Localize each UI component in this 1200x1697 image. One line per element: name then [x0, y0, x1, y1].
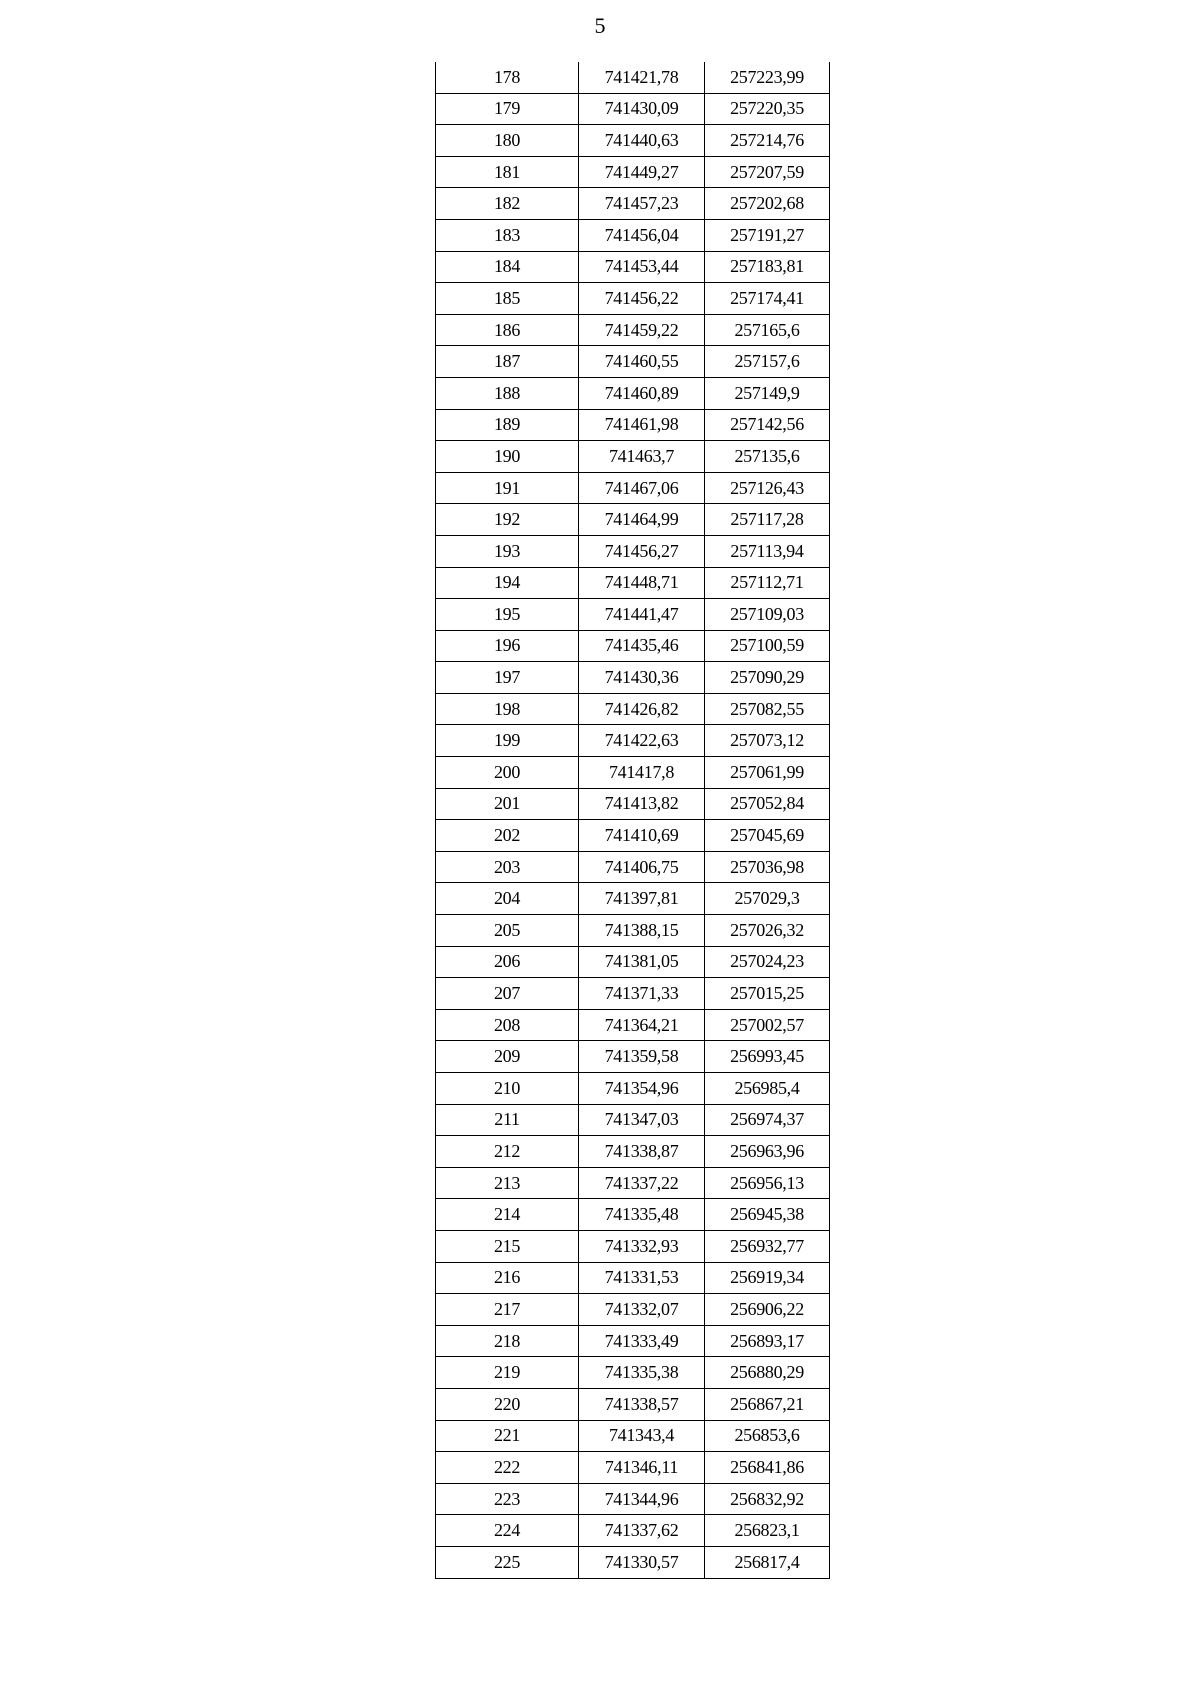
point-number-cell: 199 [436, 725, 579, 757]
point-number-cell: 222 [436, 1452, 579, 1484]
x-coordinate-cell: 741354,96 [579, 1073, 705, 1105]
table-row [436, 1515, 830, 1547]
y-coordinate-cell: 257117,28 [705, 504, 830, 536]
point-number-cell: 212 [436, 1136, 579, 1168]
x-coordinate-cell: 741381,05 [579, 946, 705, 978]
point-number-cell: 198 [436, 693, 579, 725]
y-coordinate-cell: 257015,25 [705, 978, 830, 1010]
table-row [436, 757, 830, 789]
table-row [436, 1357, 830, 1389]
x-coordinate-cell: 741338,87 [579, 1136, 705, 1168]
point-number-cell: 180 [436, 125, 579, 157]
x-coordinate-cell: 741333,49 [579, 1325, 705, 1357]
table-row [436, 883, 830, 915]
point-number-cell: 220 [436, 1388, 579, 1420]
x-coordinate-cell: 741449,27 [579, 156, 705, 188]
x-coordinate-cell: 741461,98 [579, 409, 705, 441]
x-coordinate-cell: 741453,44 [579, 251, 705, 283]
point-number-cell: 202 [436, 820, 579, 852]
table-row [436, 1546, 830, 1578]
point-number-cell: 191 [436, 472, 579, 504]
x-coordinate-cell: 741332,07 [579, 1294, 705, 1326]
y-coordinate-cell: 257149,9 [705, 377, 830, 409]
x-coordinate-cell: 741344,96 [579, 1483, 705, 1515]
point-number-cell: 206 [436, 946, 579, 978]
point-number-cell: 201 [436, 788, 579, 820]
x-coordinate-cell: 741364,21 [579, 1009, 705, 1041]
point-number-cell: 211 [436, 1104, 579, 1136]
point-number-cell: 210 [436, 1073, 579, 1105]
table-row [436, 630, 830, 662]
y-coordinate-cell: 257126,43 [705, 472, 830, 504]
y-coordinate-cell: 256945,38 [705, 1199, 830, 1231]
table-row [436, 1104, 830, 1136]
point-number-cell: 196 [436, 630, 579, 662]
point-number-cell: 213 [436, 1167, 579, 1199]
table-row [436, 156, 830, 188]
point-number-cell: 187 [436, 346, 579, 378]
y-coordinate-cell: 257142,56 [705, 409, 830, 441]
x-coordinate-cell: 741371,33 [579, 978, 705, 1010]
y-coordinate-cell: 257113,94 [705, 535, 830, 567]
point-number-cell: 223 [436, 1483, 579, 1515]
point-number-cell: 207 [436, 978, 579, 1010]
x-coordinate-cell: 741330,57 [579, 1546, 705, 1578]
y-coordinate-cell: 256853,6 [705, 1420, 830, 1452]
table-row [436, 62, 830, 93]
table-row [436, 504, 830, 536]
y-coordinate-cell: 256906,22 [705, 1294, 830, 1326]
y-coordinate-cell: 256932,77 [705, 1230, 830, 1262]
x-coordinate-cell: 741343,4 [579, 1420, 705, 1452]
y-coordinate-cell: 257223,99 [705, 62, 830, 93]
table-row [436, 567, 830, 599]
point-number-cell: 192 [436, 504, 579, 536]
table-row [436, 441, 830, 473]
y-coordinate-cell: 257045,69 [705, 820, 830, 852]
table-row [436, 1167, 830, 1199]
table-row [436, 1262, 830, 1294]
point-number-cell: 181 [436, 156, 579, 188]
x-coordinate-cell: 741332,93 [579, 1230, 705, 1262]
y-coordinate-cell: 257202,68 [705, 188, 830, 220]
y-coordinate-cell: 257029,3 [705, 883, 830, 915]
x-coordinate-cell: 741335,38 [579, 1357, 705, 1389]
point-number-cell: 208 [436, 1009, 579, 1041]
y-coordinate-cell: 256974,37 [705, 1104, 830, 1136]
table-row [436, 188, 830, 220]
table-row [436, 1294, 830, 1326]
point-number-cell: 190 [436, 441, 579, 473]
x-coordinate-cell: 741440,63 [579, 125, 705, 157]
x-coordinate-cell: 741435,46 [579, 630, 705, 662]
point-number-cell: 203 [436, 851, 579, 883]
x-coordinate-cell: 741460,89 [579, 377, 705, 409]
coordinates-table [435, 62, 830, 1579]
x-coordinate-cell: 741441,47 [579, 599, 705, 631]
y-coordinate-cell: 256985,4 [705, 1073, 830, 1105]
x-coordinate-cell: 741346,11 [579, 1452, 705, 1484]
y-coordinate-cell: 257183,81 [705, 251, 830, 283]
table-row [436, 946, 830, 978]
y-coordinate-cell: 257112,71 [705, 567, 830, 599]
x-coordinate-cell: 741464,99 [579, 504, 705, 536]
x-coordinate-cell: 741359,58 [579, 1041, 705, 1073]
x-coordinate-cell: 741347,03 [579, 1104, 705, 1136]
table-row [436, 1041, 830, 1073]
point-number-cell: 221 [436, 1420, 579, 1452]
y-coordinate-cell: 257135,6 [705, 441, 830, 473]
y-coordinate-cell: 257174,41 [705, 283, 830, 315]
point-number-cell: 193 [436, 535, 579, 567]
y-coordinate-cell: 256919,34 [705, 1262, 830, 1294]
table-row [436, 662, 830, 694]
table-row [436, 1136, 830, 1168]
y-coordinate-cell: 256956,13 [705, 1167, 830, 1199]
point-number-cell: 189 [436, 409, 579, 441]
point-number-cell: 200 [436, 757, 579, 789]
y-coordinate-cell: 257165,6 [705, 314, 830, 346]
point-number-cell: 195 [436, 599, 579, 631]
table-row [436, 1452, 830, 1484]
y-coordinate-cell: 256880,29 [705, 1357, 830, 1389]
point-number-cell: 178 [436, 62, 579, 93]
y-coordinate-cell: 256963,96 [705, 1136, 830, 1168]
point-number-cell: 204 [436, 883, 579, 915]
table-row [436, 788, 830, 820]
y-coordinate-cell: 256817,4 [705, 1546, 830, 1578]
y-coordinate-cell: 256841,86 [705, 1452, 830, 1484]
table-row [436, 978, 830, 1010]
table-row [436, 1230, 830, 1262]
y-coordinate-cell: 257157,6 [705, 346, 830, 378]
point-number-cell: 225 [436, 1546, 579, 1578]
x-coordinate-cell: 741430,36 [579, 662, 705, 694]
table-row [436, 535, 830, 567]
table-row [436, 283, 830, 315]
x-coordinate-cell: 741460,55 [579, 346, 705, 378]
table-row [436, 219, 830, 251]
point-number-cell: 186 [436, 314, 579, 346]
x-coordinate-cell: 741448,71 [579, 567, 705, 599]
x-coordinate-cell: 741397,81 [579, 883, 705, 915]
x-coordinate-cell: 741426,82 [579, 693, 705, 725]
y-coordinate-cell: 257073,12 [705, 725, 830, 757]
x-coordinate-cell: 741459,22 [579, 314, 705, 346]
point-number-cell: 224 [436, 1515, 579, 1547]
point-number-cell: 185 [436, 283, 579, 315]
x-coordinate-cell: 741463,7 [579, 441, 705, 473]
point-number-cell: 194 [436, 567, 579, 599]
table-row [436, 1199, 830, 1231]
table-row [436, 1420, 830, 1452]
x-coordinate-cell: 741417,8 [579, 757, 705, 789]
y-coordinate-cell: 257191,27 [705, 219, 830, 251]
point-number-cell: 182 [436, 188, 579, 220]
y-coordinate-cell: 257052,84 [705, 788, 830, 820]
y-coordinate-cell: 257100,59 [705, 630, 830, 662]
table-row [436, 599, 830, 631]
x-coordinate-cell: 741456,22 [579, 283, 705, 315]
x-coordinate-cell: 741457,23 [579, 188, 705, 220]
point-number-cell: 183 [436, 219, 579, 251]
x-coordinate-cell: 741406,75 [579, 851, 705, 883]
y-coordinate-cell: 257026,32 [705, 915, 830, 947]
table-row [436, 725, 830, 757]
x-coordinate-cell: 741337,62 [579, 1515, 705, 1547]
y-coordinate-cell: 256867,21 [705, 1388, 830, 1420]
point-number-cell: 218 [436, 1325, 579, 1357]
table-row [436, 377, 830, 409]
point-number-cell: 219 [436, 1357, 579, 1389]
x-coordinate-cell: 741413,82 [579, 788, 705, 820]
y-coordinate-cell: 256832,92 [705, 1483, 830, 1515]
y-coordinate-cell: 257061,99 [705, 757, 830, 789]
y-coordinate-cell: 257207,59 [705, 156, 830, 188]
point-number-cell: 179 [436, 93, 579, 125]
point-number-cell: 215 [436, 1230, 579, 1262]
point-number-cell: 214 [436, 1199, 579, 1231]
y-coordinate-cell: 257214,76 [705, 125, 830, 157]
x-coordinate-cell: 741456,27 [579, 535, 705, 567]
point-number-cell: 184 [436, 251, 579, 283]
table-row [436, 409, 830, 441]
y-coordinate-cell: 257220,35 [705, 93, 830, 125]
table-row [436, 1009, 830, 1041]
y-coordinate-cell: 257082,55 [705, 693, 830, 725]
table-row [436, 346, 830, 378]
y-coordinate-cell: 257090,29 [705, 662, 830, 694]
point-number-cell: 188 [436, 377, 579, 409]
table-row [436, 915, 830, 947]
coordinates-table-body [436, 62, 830, 1578]
x-coordinate-cell: 741430,09 [579, 93, 705, 125]
y-coordinate-cell: 257036,98 [705, 851, 830, 883]
y-coordinate-cell: 256893,17 [705, 1325, 830, 1357]
y-coordinate-cell: 256993,45 [705, 1041, 830, 1073]
y-coordinate-cell: 256823,1 [705, 1515, 830, 1547]
table-row [436, 125, 830, 157]
table-row [436, 472, 830, 504]
table-row [436, 820, 830, 852]
x-coordinate-cell: 741422,63 [579, 725, 705, 757]
x-coordinate-cell: 741388,15 [579, 915, 705, 947]
table-row [436, 93, 830, 125]
table-row [436, 1325, 830, 1357]
point-number-cell: 217 [436, 1294, 579, 1326]
page-number: 5 [594, 13, 606, 38]
x-coordinate-cell: 741421,78 [579, 62, 705, 93]
table-row [436, 1388, 830, 1420]
point-number-cell: 216 [436, 1262, 579, 1294]
table-row [436, 251, 830, 283]
x-coordinate-cell: 741331,53 [579, 1262, 705, 1294]
x-coordinate-cell: 741337,22 [579, 1167, 705, 1199]
y-coordinate-cell: 257024,23 [705, 946, 830, 978]
table-row [436, 1483, 830, 1515]
x-coordinate-cell: 741335,48 [579, 1199, 705, 1231]
point-number-cell: 205 [436, 915, 579, 947]
y-coordinate-cell: 257109,03 [705, 599, 830, 631]
table-row [436, 1073, 830, 1105]
x-coordinate-cell: 741338,57 [579, 1388, 705, 1420]
table-row [436, 851, 830, 883]
point-number-cell: 197 [436, 662, 579, 694]
x-coordinate-cell: 741456,04 [579, 219, 705, 251]
x-coordinate-cell: 741410,69 [579, 820, 705, 852]
point-number-cell: 209 [436, 1041, 579, 1073]
x-coordinate-cell: 741467,06 [579, 472, 705, 504]
table-row [436, 693, 830, 725]
table-row [436, 314, 830, 346]
y-coordinate-cell: 257002,57 [705, 1009, 830, 1041]
